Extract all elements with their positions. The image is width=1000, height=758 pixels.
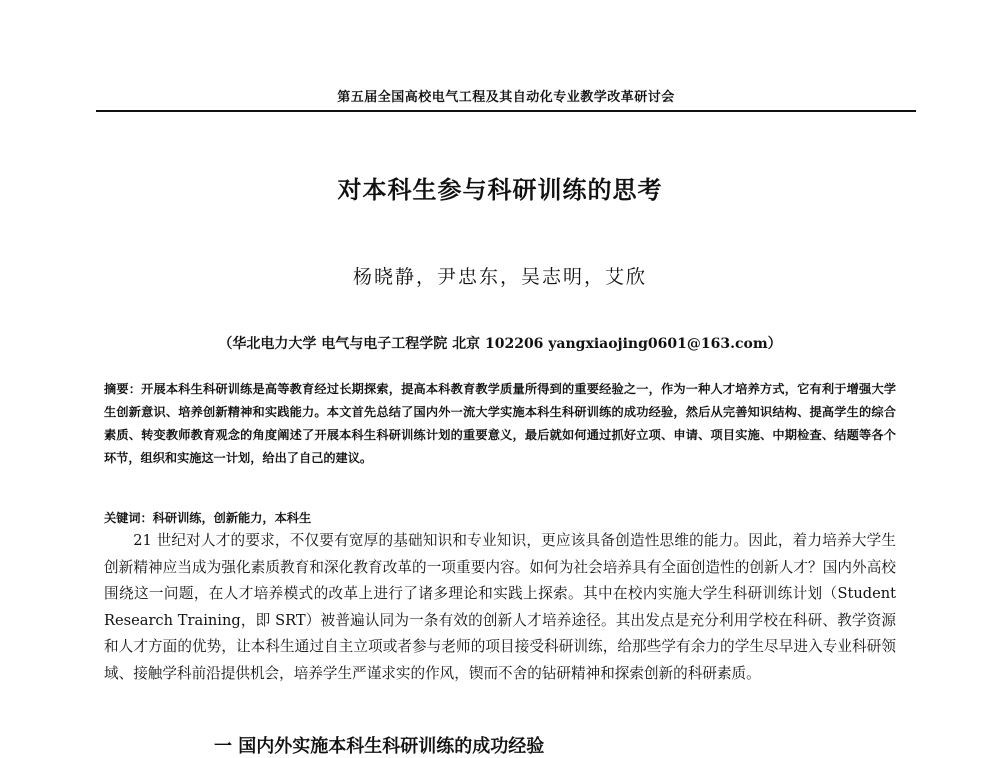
header-divider (96, 110, 916, 112)
abstract-label: 摘要： (104, 382, 142, 396)
author-affiliation: （华北电力大学 电气与电子工程学院 北京 102206 yangxiaojing0601@163.com） (218, 336, 782, 352)
abstract (104, 378, 896, 470)
section-heading: 一 国内外实施本科生科研训练的成功经验 (214, 736, 545, 757)
intro-paragraph: 21 世纪对人才的要求，不仅要有宽厚的基础知识和专业知识，更应该具备创造性思维的能力。因此，着力培养大学生创新精神应当成为强化素质教育和深化教育改革的一项重要内容。如何为社会培养具有全面创造性的创新人才？国内外高校围绕这一问题，在人才培养模式的改革上进行了诸多理论和实践上探索。其中在校内实施大学生科研训练计划（Student Research Training，即 SRT）被普遍认同为一条有效的创新人才培养途径。其出发点是充分利用学校在科研、教学资源和人才方面的优势，让本科生通过自主立项或者参与老师的项目接受科研训练，给那些学有余力的学生尽早进入专业科研领域、接触学科前沿提供机会，培养学生严谨求实的作风，锲而不舍的钻研精神和探索创新的科研素质。 (104, 532, 896, 682)
author-list: 杨晓静，尹忠东，吴志明，艾欣 (352, 266, 647, 288)
abstract-text: 开展本科生科研训练是高等教育经过长期探索，提高本科教育教学质量所得到的重要经验之一，作为一种人才培养方式，它有利于增强大学生创新意识、培养创新精神和实践能力。本文首先总结了国内外一流大学实施本科生科研训练的成功经验，然后从完善知识结构、提高学生的综合素质、转变教师教育观念的角度阐述了开展本科生科研训练计划的重要意义，最后就如何通过抓好立项、申请、项目实施、中期检查、结题等各个环节，组织和实施这一计划，给出了自己的建议。 (104, 382, 897, 465)
keywords-text: 科研训练，创新能力，本科生 (152, 511, 312, 525)
paper-title: 对本科生参与科研训练的思考 (337, 176, 663, 204)
keywords (104, 509, 896, 526)
running-header: 第五届全国高校电气工程及其自动化专业教学改革研讨会 (337, 90, 675, 105)
keywords-label: 关键词： (104, 511, 153, 525)
